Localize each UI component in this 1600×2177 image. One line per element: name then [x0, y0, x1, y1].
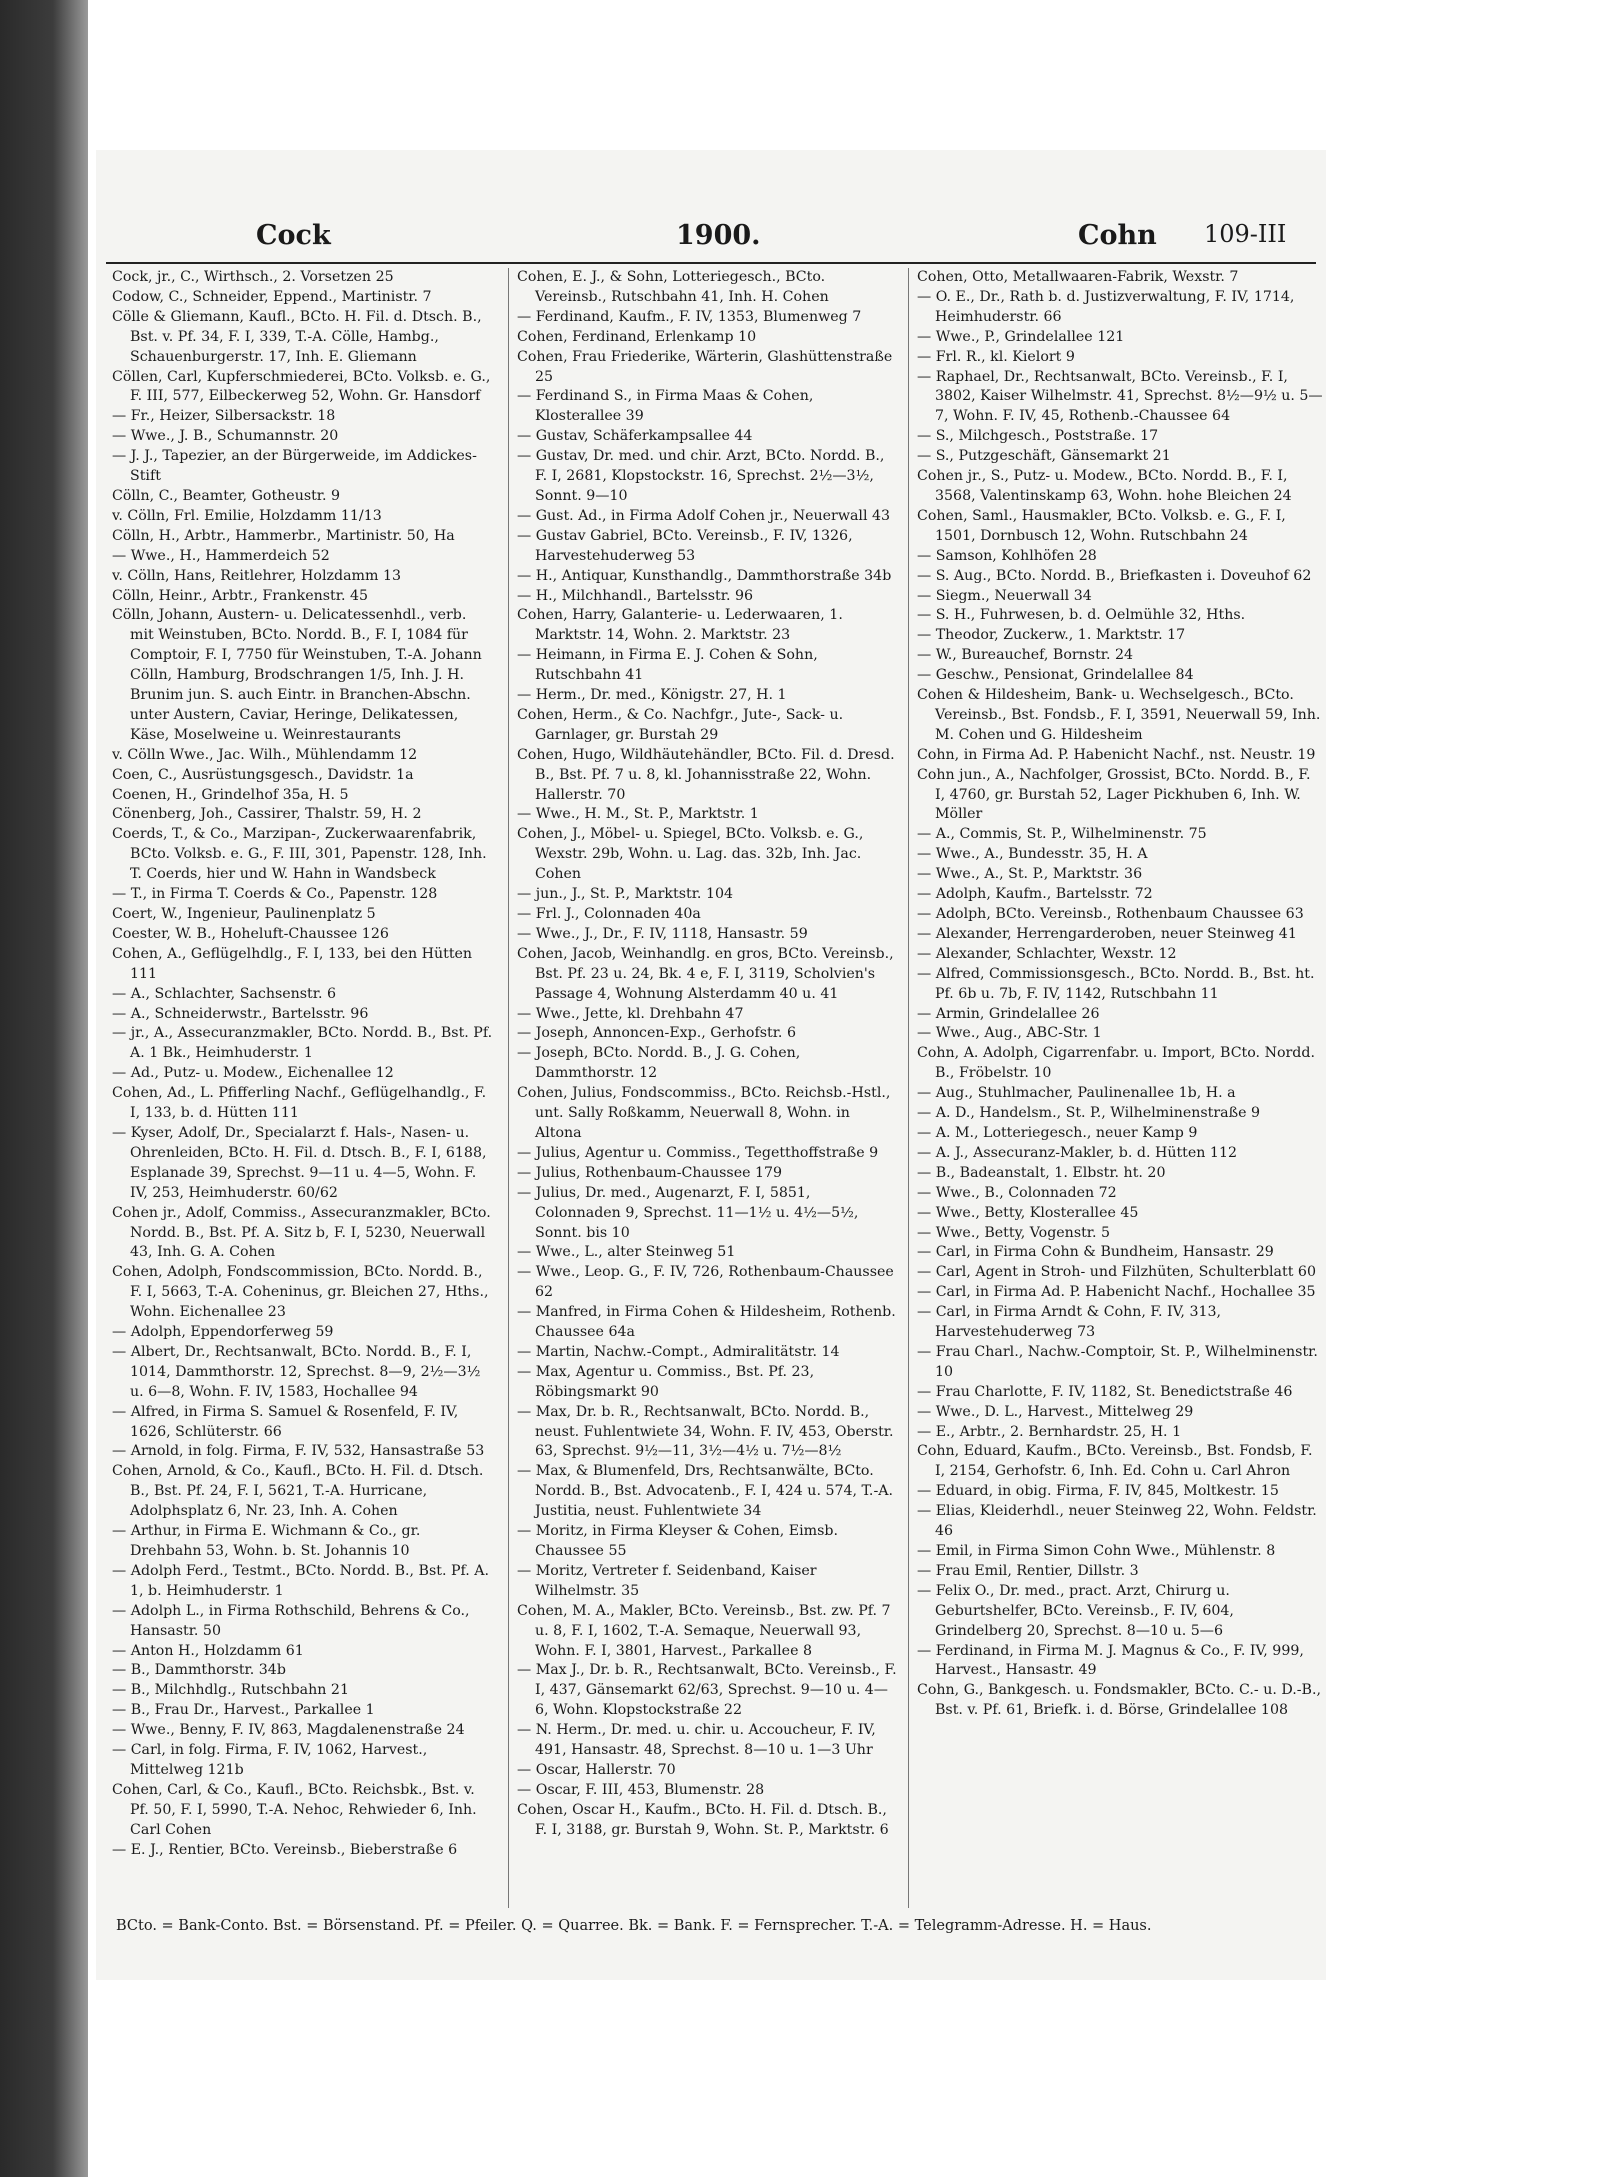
directory-entry: Cohen, Ferdinand, Erlenkamp 10: [517, 328, 757, 345]
directory-entry: Cohen, Carl, & Co., Kaufl., BCto. Reichsbk., Bst. v. Pf. 50, F. I, 5990, T.-A. Nehoc, Rehwieder 6, Inh. Carl Cohen: [112, 1781, 477, 1838]
directory-entry: — Wwe., Aug., ABC-Str. 1: [917, 1025, 1102, 1042]
directory-entry: Codow, C., Schneider, Eppend., Martinistr. 7: [112, 288, 432, 305]
abbreviation-legend: BCto. = Bank-Conto. Bst. = Börsenstand. Pf. = Pfeiler. Q. = Quarree. Bk. = Bank. F. = Fernsprecher. T.-A. = Telegramm-Adresse. H. = Haus.: [116, 1918, 1152, 1934]
directory-entry: — Siegm., Neuerwall 34: [917, 587, 1092, 604]
directory-entry: — Max, Dr. b. R., Rechtsanwalt, BCto. Nordd. B., neust. Fuhlentwiete 34, Wohn. F. IV, 453, Oberstr. 63, Sprechst. 9½—11, 3½—4½ u. 7½—8½: [517, 1403, 894, 1460]
directory-page: [96, 150, 1326, 1980]
directory-entry: — Adolph L., in Firma Rothschild, Behrens & Co., Hansastr. 50: [112, 1602, 470, 1639]
directory-entry: — Raphael, Dr., Rechtsanwalt, BCto. Vereinsb., F. I, 3802, Kaiser Wilhelmstr. 41, Sprechst. 8½—9½ u. 5—7, Wohn. F. IV, 45, Rothenb.-Chaussee 64: [917, 368, 1323, 425]
directory-entry: — Emil, in Firma Simon Cohn Wwe., Mühlenstr. 8: [917, 1543, 1276, 1559]
directory-entry: Cock, jr., C., Wirthsch., 2. Vorsetzen 25: [112, 269, 394, 285]
directory-entry: — jr., A., Assecuranzmakler, BCto. Nordd. B., Bst. Pf. A. 1 Bk., Heimhuderstr. 1: [112, 1025, 493, 1062]
directory-entry: — N. Herm., Dr. med. u. chir. u. Accoucheur, F. IV, 491, Hansastr. 48, Sprechst. 8—10 u. 1—3 Uhr: [517, 1722, 876, 1759]
directory-entry: — Wwe., D. L., Harvest., Mittelweg 29: [917, 1403, 1194, 1420]
directory-entry: Cohen, Oscar H., Kaufm., BCto. H. Fil. d. Dtsch. B., F. I, 3188, gr. Burstah 9, Wohn. St. P., Marktstr. 6: [517, 1801, 889, 1838]
directory-entry: — Wwe., Jette, kl. Drehbahn 47: [517, 1005, 744, 1022]
directory-entry: — Frl. J., Colonnaden 40a: [517, 906, 701, 922]
directory-entry: — S. Aug., BCto. Nordd. B., Briefkasten i. Doveuhof 62: [917, 567, 1312, 584]
directory-entry: Coerds, T., & Co., Marzipan-, Zuckerwaarenfabrik, BCto. Volksb. e. G., F. III, 301, Papenstr. 128, Inh. T. Coerds, hier und W. Hahn in Wandsbeck: [112, 826, 487, 883]
directory-entry: — Samson, Kohlhöfen 28: [917, 547, 1097, 564]
directory-entry: — W., Bureauchef, Bornstr. 24: [917, 647, 1134, 664]
directory-entry: — Moritz, in Firma Kleyser & Cohen, Eimsb. Chaussee 55: [517, 1523, 839, 1559]
directory-entry: — A. M., Lotteriegesch., neuer Kamp 9: [917, 1124, 1198, 1141]
directory-entry: — A., Commis, St. P., Wilhelminenstr. 75: [917, 826, 1207, 843]
directory-entry: Cohn jun., A., Nachfolger, Grossist, BCto. Nordd. B., F. I, 4760, gr. Burstah 52, Lager Pickhuben 6, Inh. W. Möller: [917, 766, 1311, 823]
directory-entry: v. Cölln Wwe., Jac. Wilh., Mühlendamm 12: [112, 746, 418, 763]
directory-entry: — Julius, Dr. med., Augenarzt, F. I, 5851, Colonnaden 9, Sprechst. 11—1½ u. 4½—5½, Sonnt. bis 10: [517, 1184, 859, 1241]
directory-entry: Coenen, H., Grindelhof 35a, H. 5: [112, 786, 349, 803]
directory-entry: — Frl. R., kl. Kielort 9: [917, 348, 1075, 365]
directory-entry: — Adolph, BCto. Vereinsb., Rothenbaum Chaussee 63: [917, 906, 1304, 922]
directory-entry: Cohen jr., Adolf, Commiss., Assecuranzmakler, BCto. Nordd. B., Bst. Pf. A. Sitz b, F. I, 5230, Neuerwall 43, Inh. G. A. Cohen: [112, 1204, 491, 1261]
directory-entry: — Wwe., B., Colonnaden 72: [917, 1184, 1117, 1201]
directory-entry: — B., Frau Dr., Harvest., Parkallee 1: [112, 1702, 375, 1719]
directory-entry: — A., Schlachter, Sachsenstr. 6: [112, 985, 337, 1002]
directory-entry: — Wwe., P., Grindelallee 121: [917, 328, 1125, 345]
directory-entry: Cohen, M. A., Makler, BCto. Vereinsb., Bst. zw. Pf. 7 u. 8, F. I, 1602, T.-A. Semaque, Neuerwall 93, Wohn. F. I, 3801, Harvest., Parkallee 8: [517, 1602, 891, 1659]
directory-entry: — B., Dammthorstr. 34b: [112, 1662, 286, 1679]
directory-entry: — Fr., Heizer, Silbersackstr. 18: [112, 408, 336, 425]
directory-entry: — S., Milchgesch., Poststraße. 17: [917, 428, 1159, 445]
header-year: 1900.: [676, 220, 761, 251]
directory-entry: — E., Arbtr., 2. Bernhardstr. 25, H. 1: [917, 1423, 1182, 1440]
directory-entry: — Alexander, Schlachter, Wexstr. 12: [917, 945, 1177, 962]
directory-entry: Cohen, Hugo, Wildhäutehändler, BCto. Fil. d. Dresd. B., Bst. Pf. 7 u. 8, kl. Johannisstraße 22, Wohn. Hallerstr. 70: [517, 746, 895, 803]
directory-entry: — Carl, in Firma Cohn & Bundheim, Hansastr. 29: [917, 1244, 1274, 1261]
directory-entry: v. Cölln, Hans, Reitlehrer, Holzdamm 13: [112, 567, 401, 584]
directory-entry: Cohen, A., Geflügelhdlg., F. I, 133, bei den Hütten 111: [112, 945, 473, 982]
directory-entry: — Joseph, Annoncen-Exp., Gerhofstr. 6: [517, 1025, 796, 1042]
directory-entry: — Alfred, Commissionsgesch., BCto. Nordd. B., Bst. ht. Pf. 6b u. 7b, F. IV, 1142, Rutschbahn 11: [917, 965, 1315, 1002]
directory-entry: — Carl, in Firma Ad. P. Habenicht Nachf., Hochallee 35: [917, 1284, 1316, 1301]
directory-entry: — Frau Charl., Nachw.-Comptoir, St. P., Wilhelminenstr. 10: [917, 1343, 1318, 1380]
directory-entry: — Wwe., Benny, F. IV, 863, Magdalenenstraße 24: [112, 1722, 465, 1739]
directory-entry: — Wwe., Betty, Klosterallee 45: [917, 1204, 1139, 1221]
directory-entry: — B., Badeanstalt, 1. Elbstr. ht. 20: [917, 1164, 1166, 1181]
directory-entry: — Ferdinand, in Firma M. J. Magnus & Co., F. IV, 999, Harvest., Hansastr. 49: [917, 1642, 1304, 1679]
directory-entry: Cohen, E. J., & Sohn, Lotteriegesch., BCto. Vereinsb., Rutschbahn 41, Inh. H. Cohen: [517, 269, 829, 305]
directory-entry: — Alexander, Herrengarderoben, neuer Steinweg 41: [917, 925, 1297, 942]
directory-entry: Cohen, Julius, Fondscommiss., BCto. Reichsb.-Hstl., unt. Sally Roßkamm, Neuerwall 8, Wohn. in Altona: [517, 1085, 891, 1141]
directory-entry: Cohen, Saml., Hausmakler, BCto. Volksb. e. G., F. I, 1501, Dornbusch 12, Wohn. Rutschbahn 24: [917, 507, 1286, 544]
directory-entry: — S. H., Fuhrwesen, b. d. Oelmühle 32, Hths.: [917, 607, 1246, 624]
directory-entry: — Max, & Blumenfeld, Drs, Rechtsanwälte, BCto. Nordd. B., Bst. Advocatenb., F. I, 424 u. 574, T.-A. Justitia, neust. Fuhlentwiete 34: [517, 1463, 893, 1520]
directory-entry: — Moritz, Vertreter f. Seidenband, Kaiser Wilhelmstr. 35: [517, 1562, 817, 1599]
directory-entry: — A., Schneiderwstr., Bartelsstr. 96: [112, 1005, 369, 1022]
directory-entry: — E. J., Rentier, BCto. Vereinsb., Bieberstraße 6: [112, 1841, 458, 1858]
directory-entry: — Herm., Dr. med., Königstr. 27, H. 1: [517, 687, 787, 704]
directory-entry: — Ferdinand S., in Firma Maas & Cohen, Klosterallee 39: [517, 388, 814, 425]
directory-entry: — Wwe., Leop. G., F. IV, 726, Rothenbaum-Chaussee 62: [517, 1264, 894, 1301]
directory-entry: — Wwe., Betty, Vogenstr. 5: [917, 1224, 1111, 1241]
directory-entry: — Wwe., A., St. P., Marktstr. 36: [917, 866, 1143, 883]
directory-entry: — A. J., Assecuranz-Makler, b. d. Hütten 112: [917, 1144, 1238, 1161]
directory-entry: Cohen jr., S., Putz- u. Modew., BCto. Nordd. B., F. I, 3568, Valentinskamp 63, Wohn. hohe Bleichen 24: [917, 468, 1292, 504]
directory-entry: Coert, W., Ingenieur, Paulinenplatz 5: [112, 906, 376, 922]
directory-entry: — Frau Charlotte, F. IV, 1182, St. Benedictstraße 46: [917, 1383, 1293, 1400]
directory-entry: — Carl, in Firma Arndt & Cohn, F. IV, 313, Harvestehuderweg 73: [917, 1304, 1222, 1341]
directory-entry: — Max, Agentur u. Commiss., Bst. Pf. 23, Röbingsmarkt 90: [517, 1363, 815, 1400]
directory-entry: — Carl, Agent in Stroh- und Filzhüten, Schulterblatt 60: [917, 1264, 1316, 1281]
directory-entry: Coester, W. B., Hoheluft-Chaussee 126: [112, 925, 389, 942]
directory-entry: — Oscar, Hallerstr. 70: [517, 1761, 676, 1778]
directory-entry: — H., Antiquar, Kunsthandlg., Dammthorstraße 34b: [517, 567, 892, 584]
column-2: [508, 268, 899, 1908]
directory-entry: Cohen, Herm., & Co. Nachfgr., Jute-, Sack- u. Garnlager, gr. Burstah 29: [517, 706, 844, 743]
directory-entry: — Wwe., A., Bundesstr. 35, H. A: [917, 846, 1148, 863]
directory-entry: Cölln, Heinr., Arbtr., Frankenstr. 45: [112, 587, 369, 604]
directory-entry: Cohn, Eduard, Kaufm., BCto. Vereinsb., Bst. Fondsb, F. I, 2154, Gerhofstr. 6, Inh. Ed. Cohn u. Carl Ahron: [917, 1443, 1313, 1480]
directory-entry: — Carl, in folg. Firma, F. IV, 1062, Harvest., Mittelweg 121b: [112, 1742, 428, 1778]
directory-entry: Cohen & Hildesheim, Bank- u. Wechselgesch., BCto. Vereinsb., Bst. Fondsb., F. I, 3591, Neuerwall 59, Inh. M. Cohen und G. Hildesheim: [917, 687, 1321, 743]
directory-entry: — Alfred, in Firma S. Samuel & Rosenfeld, F. IV, 1626, Schlüterstr. 66: [112, 1403, 459, 1440]
directory-entry: — Arthur, in Firma E. Wichmann & Co., gr. Drehbahn 53, Wohn. b. St. Johannis 10: [112, 1523, 421, 1559]
header-left-keyword: Cock: [256, 220, 331, 251]
directory-entry: Cölle & Gliemann, Kaufl., BCto. H. Fil. d. Dtsch. B., Bst. v. Pf. 34, F. I, 339, T.-A. Cölle, Hambg., Schauenburgerstr. 17, Inh. E. Gliemann: [112, 308, 482, 365]
directory-entry: — Gustav, Dr. med. und chir. Arzt, BCto. Nordd. B., F. I, 2681, Klopstockstr. 16, Sprechst. 2½—3½, Sonnt. 9—10: [517, 448, 885, 504]
directory-entry: — Elias, Kleiderhdl., neuer Steinweg 22, Wohn. Feldstr. 46: [917, 1503, 1317, 1540]
directory-entry: — Albert, Dr., Rechtsanwalt, BCto. Nordd. B., F. I, 1014, Dammthorstr. 12, Sprechst. 8—9, 2½—3½ u. 6—8, Wohn. F. IV, 1583, Hochallee 94: [112, 1343, 481, 1400]
directory-entry: Cöllen, Carl, Kupferschmiederei, BCto. Volksb. e. G., F. III, 577, Eilbeckerweg 52, Wohn. Gr. Hansdorf: [112, 368, 491, 405]
directory-entry: — Anton H., Holzdamm 61: [112, 1642, 304, 1659]
directory-entry: — Gustav Gabriel, BCto. Vereinsb., F. IV, 1326, Harvestehuderweg 53: [517, 527, 853, 564]
directory-columns: [106, 268, 1323, 1908]
directory-entry: — A. D., Handelsm., St. P., Wilhelminenstraße 9: [917, 1105, 1261, 1122]
directory-entry: — Max J., Dr. b. R., Rechtsanwalt, BCto. Vereinsb., F. I, 437, Gänsemarkt 62/63, Sprechst. 9—10 u. 4—6, Wohn. Klopstockstraße 22: [517, 1662, 897, 1719]
directory-entry: — Wwe., J. B., Schumannstr. 20: [112, 428, 339, 445]
directory-entry: — Aug., Stuhlmacher, Paulinenallee 1b, H. a: [917, 1085, 1236, 1102]
directory-entry: — S., Putzgeschäft, Gänsemarkt 21: [917, 448, 1171, 465]
directory-entry: Cölln, H., Arbtr., Hammerbr., Martinistr. 50, Ha: [112, 527, 455, 544]
directory-entry: Cohen, Adolph, Fondscommission, BCto. Nordd. B., F. I, 5663, T.-A. Coheninus, gr. Bleichen 27, Hths., Wohn. Eichenallee 23: [112, 1264, 489, 1321]
directory-entry: — Felix O., Dr. med., pract. Arzt, Chirurg u. Geburtshelfer, BCto. Vereinsb., F. IV, 604, Grindelberg 20, Sprechst. 8—10 u. 5—6: [917, 1582, 1234, 1639]
directory-entry: Cohen, Otto, Metallwaaren-Fabrik, Wexstr. 7: [917, 269, 1239, 285]
column-1: [112, 268, 494, 1908]
directory-entry: — Eduard, in obig. Firma, F. IV, 845, Moltkestr. 15: [917, 1483, 1279, 1500]
directory-entry: — T., in Firma T. Coerds & Co., Papenstr. 128: [112, 886, 438, 903]
directory-entry: — Oscar, F. III, 453, Blumenstr. 28: [517, 1781, 765, 1798]
directory-entry: Cohen, Frau Friederike, Wärterin, Glashüttenstraße 25: [517, 348, 893, 385]
directory-entry: — Joseph, BCto. Nordd. B., J. G. Cohen, Dammthorstr. 12: [517, 1045, 801, 1082]
directory-entry: — Julius, Agentur u. Commiss., Tegetthoffstraße 9: [517, 1144, 879, 1161]
directory-entry: — Martin, Nachw.-Compt., Admiralitätstr. 14: [517, 1343, 840, 1360]
directory-entry: — J. J., Tapezier, an der Bürgerweide, im Addickes-Stift: [112, 448, 477, 485]
scan-edge: [0, 0, 88, 2177]
directory-entry: — Heimann, in Firma E. J. Cohen & Sohn, Rutschbahn 41: [517, 647, 818, 684]
directory-entry: Cohen, Ad., L. Pfifferling Nachf., Geflügelhandlg., F. I, 133, b. d. Hütten 111: [112, 1085, 487, 1122]
directory-entry: — Ferdinand, Kaufm., F. IV, 1353, Blumenweg 7: [517, 308, 862, 325]
directory-entry: Cohn, G., Bankgesch. u. Fondsmakler, BCto. C.- u. D.-B., Bst. v. Pf. 61, Briefk. i. d. Börse, Grindelallee 108: [917, 1682, 1321, 1719]
directory-entry: — H., Milchhandl., Bartelsstr. 96: [517, 587, 754, 604]
directory-entry: — O. E., Dr., Rath b. d. Justizverwaltung, F. IV, 1714, Heimhuderstr. 66: [917, 288, 1295, 325]
directory-entry: — Wwe., L., alter Steinweg 51: [517, 1244, 736, 1261]
directory-entry: Cohen, J., Möbel- u. Spiegel, BCto. Volksb. e. G., Wexstr. 29b, Wohn. u. Lag. das. 32b, Inh. Jac. Cohen: [517, 826, 864, 883]
directory-entry: — Frau Emil, Rentier, Dillstr. 3: [917, 1562, 1139, 1579]
directory-entry: Cölln, Johann, Austern- u. Delicatessenhdl., verb. mit Weinstuben, BCto. Nordd. B., F. I, 1084 für Comptoir, F. I, 7750 für Weinstuben, T.-A. Johann Cölln, Hamburg, Brodschrangen 1/5, Inh. J. H. Brunim jun. S. auch Eintr. in Branchen-Abschn. unter Austern, Caviar, Heringe, Delikatessen, Käse, Moselweine u. Weinrestaurants: [112, 607, 482, 743]
directory-entry: — Armin, Grindelallee 26: [917, 1005, 1100, 1022]
column-3: [908, 268, 1323, 1908]
directory-entry: — Adolph Ferd., Testmt., BCto. Nordd. B., Bst. Pf. A. 1, b. Heimhuderstr. 1: [112, 1562, 490, 1599]
directory-entry: Cohn, A. Adolph, Cigarrenfabr. u. Import, BCto. Nordd. B., Fröbelstr. 10: [917, 1045, 1315, 1082]
directory-entry: — Geschw., Pensionat, Grindelallee 84: [917, 667, 1194, 684]
directory-entry: — Arnold, in folg. Firma, F. IV, 532, Hansastraße 53: [112, 1443, 485, 1460]
directory-entry: — Gust. Ad., in Firma Adolf Cohen jr., Neuerwall 43: [517, 507, 891, 524]
directory-entry: Cohn, in Firma Ad. P. Habenicht Nachf., nst. Neustr. 19: [917, 746, 1316, 763]
directory-entry: — Gustav, Schäferkampsallee 44: [517, 428, 753, 445]
directory-entry: — Wwe., H., Hammerdeich 52: [112, 547, 330, 564]
directory-entry: — Manfred, in Firma Cohen & Hildesheim, Rothenb. Chaussee 64a: [517, 1304, 896, 1341]
directory-entry: v. Cölln, Frl. Emilie, Holzdamm 11/13: [112, 507, 382, 524]
directory-entry: — Kyser, Adolf, Dr., Specialarzt f. Hals-, Nasen- u. Ohrenleiden, BCto. H. Fil. d. Dtsch. B., F. I, 6188, Esplanade 39, Sprechst. 9—11 u. 4—5, Wohn. F. IV, 253, Heimhuderstr. 60/62: [112, 1124, 487, 1201]
directory-entry: — Adolph, Kaufm., Bartelsstr. 72: [917, 886, 1153, 903]
directory-entry: Cönenberg, Joh., Cassirer, Thalstr. 59, H. 2: [112, 806, 422, 823]
directory-entry: Cölln, C., Beamter, Gotheustr. 9: [112, 487, 341, 504]
directory-entry: — Ad., Putz- u. Modew., Eichenallee 12: [112, 1065, 394, 1082]
page-header: [116, 220, 1316, 256]
page-number: 109-III: [1204, 220, 1287, 248]
directory-entry: — Wwe., J., Dr., F. IV, 1118, Hansastr. 59: [517, 925, 808, 942]
directory-entry: Coen, C., Ausrüstungsgesch., Davidstr. 1a: [112, 766, 414, 783]
directory-entry: — Julius, Rothenbaum-Chaussee 179: [517, 1164, 783, 1181]
directory-entry: Cohen, Jacob, Weinhandlg. en gros, BCto. Vereinsb., Bst. Pf. 23 u. 24, Bk. 4 e, F. I, 3119, Scholvien's Passage 4, Wohnung Alsterdamm 40 u. 41: [517, 945, 894, 1002]
directory-entry: Cohen, Harry, Galanterie- u. Lederwaaren, 1. Marktstr. 14, Wohn. 2. Marktstr. 23: [517, 607, 843, 644]
header-rule: [106, 262, 1316, 264]
directory-entry: — Adolph, Eppendorferweg 59: [112, 1324, 334, 1341]
directory-entry: — Wwe., H. M., St. P., Marktstr. 1: [517, 806, 759, 823]
directory-entry: — Theodor, Zuckerw., 1. Marktstr. 17: [917, 627, 1186, 644]
header-right-keyword: Cohn: [1078, 220, 1157, 251]
directory-entry: Cohen, Arnold, & Co., Kaufl., BCto. H. Fil. d. Dtsch. B., Bst. Pf. 24, F. I, 5621, T.-A. Hurricane, Adolphsplatz 6, Nr. 23, Inh. A. Cohen: [112, 1463, 484, 1520]
directory-entry: — B., Milchhdlg., Rutschbahn 21: [112, 1682, 349, 1699]
directory-entry: — jun., J., St. P., Marktstr. 104: [517, 886, 734, 903]
